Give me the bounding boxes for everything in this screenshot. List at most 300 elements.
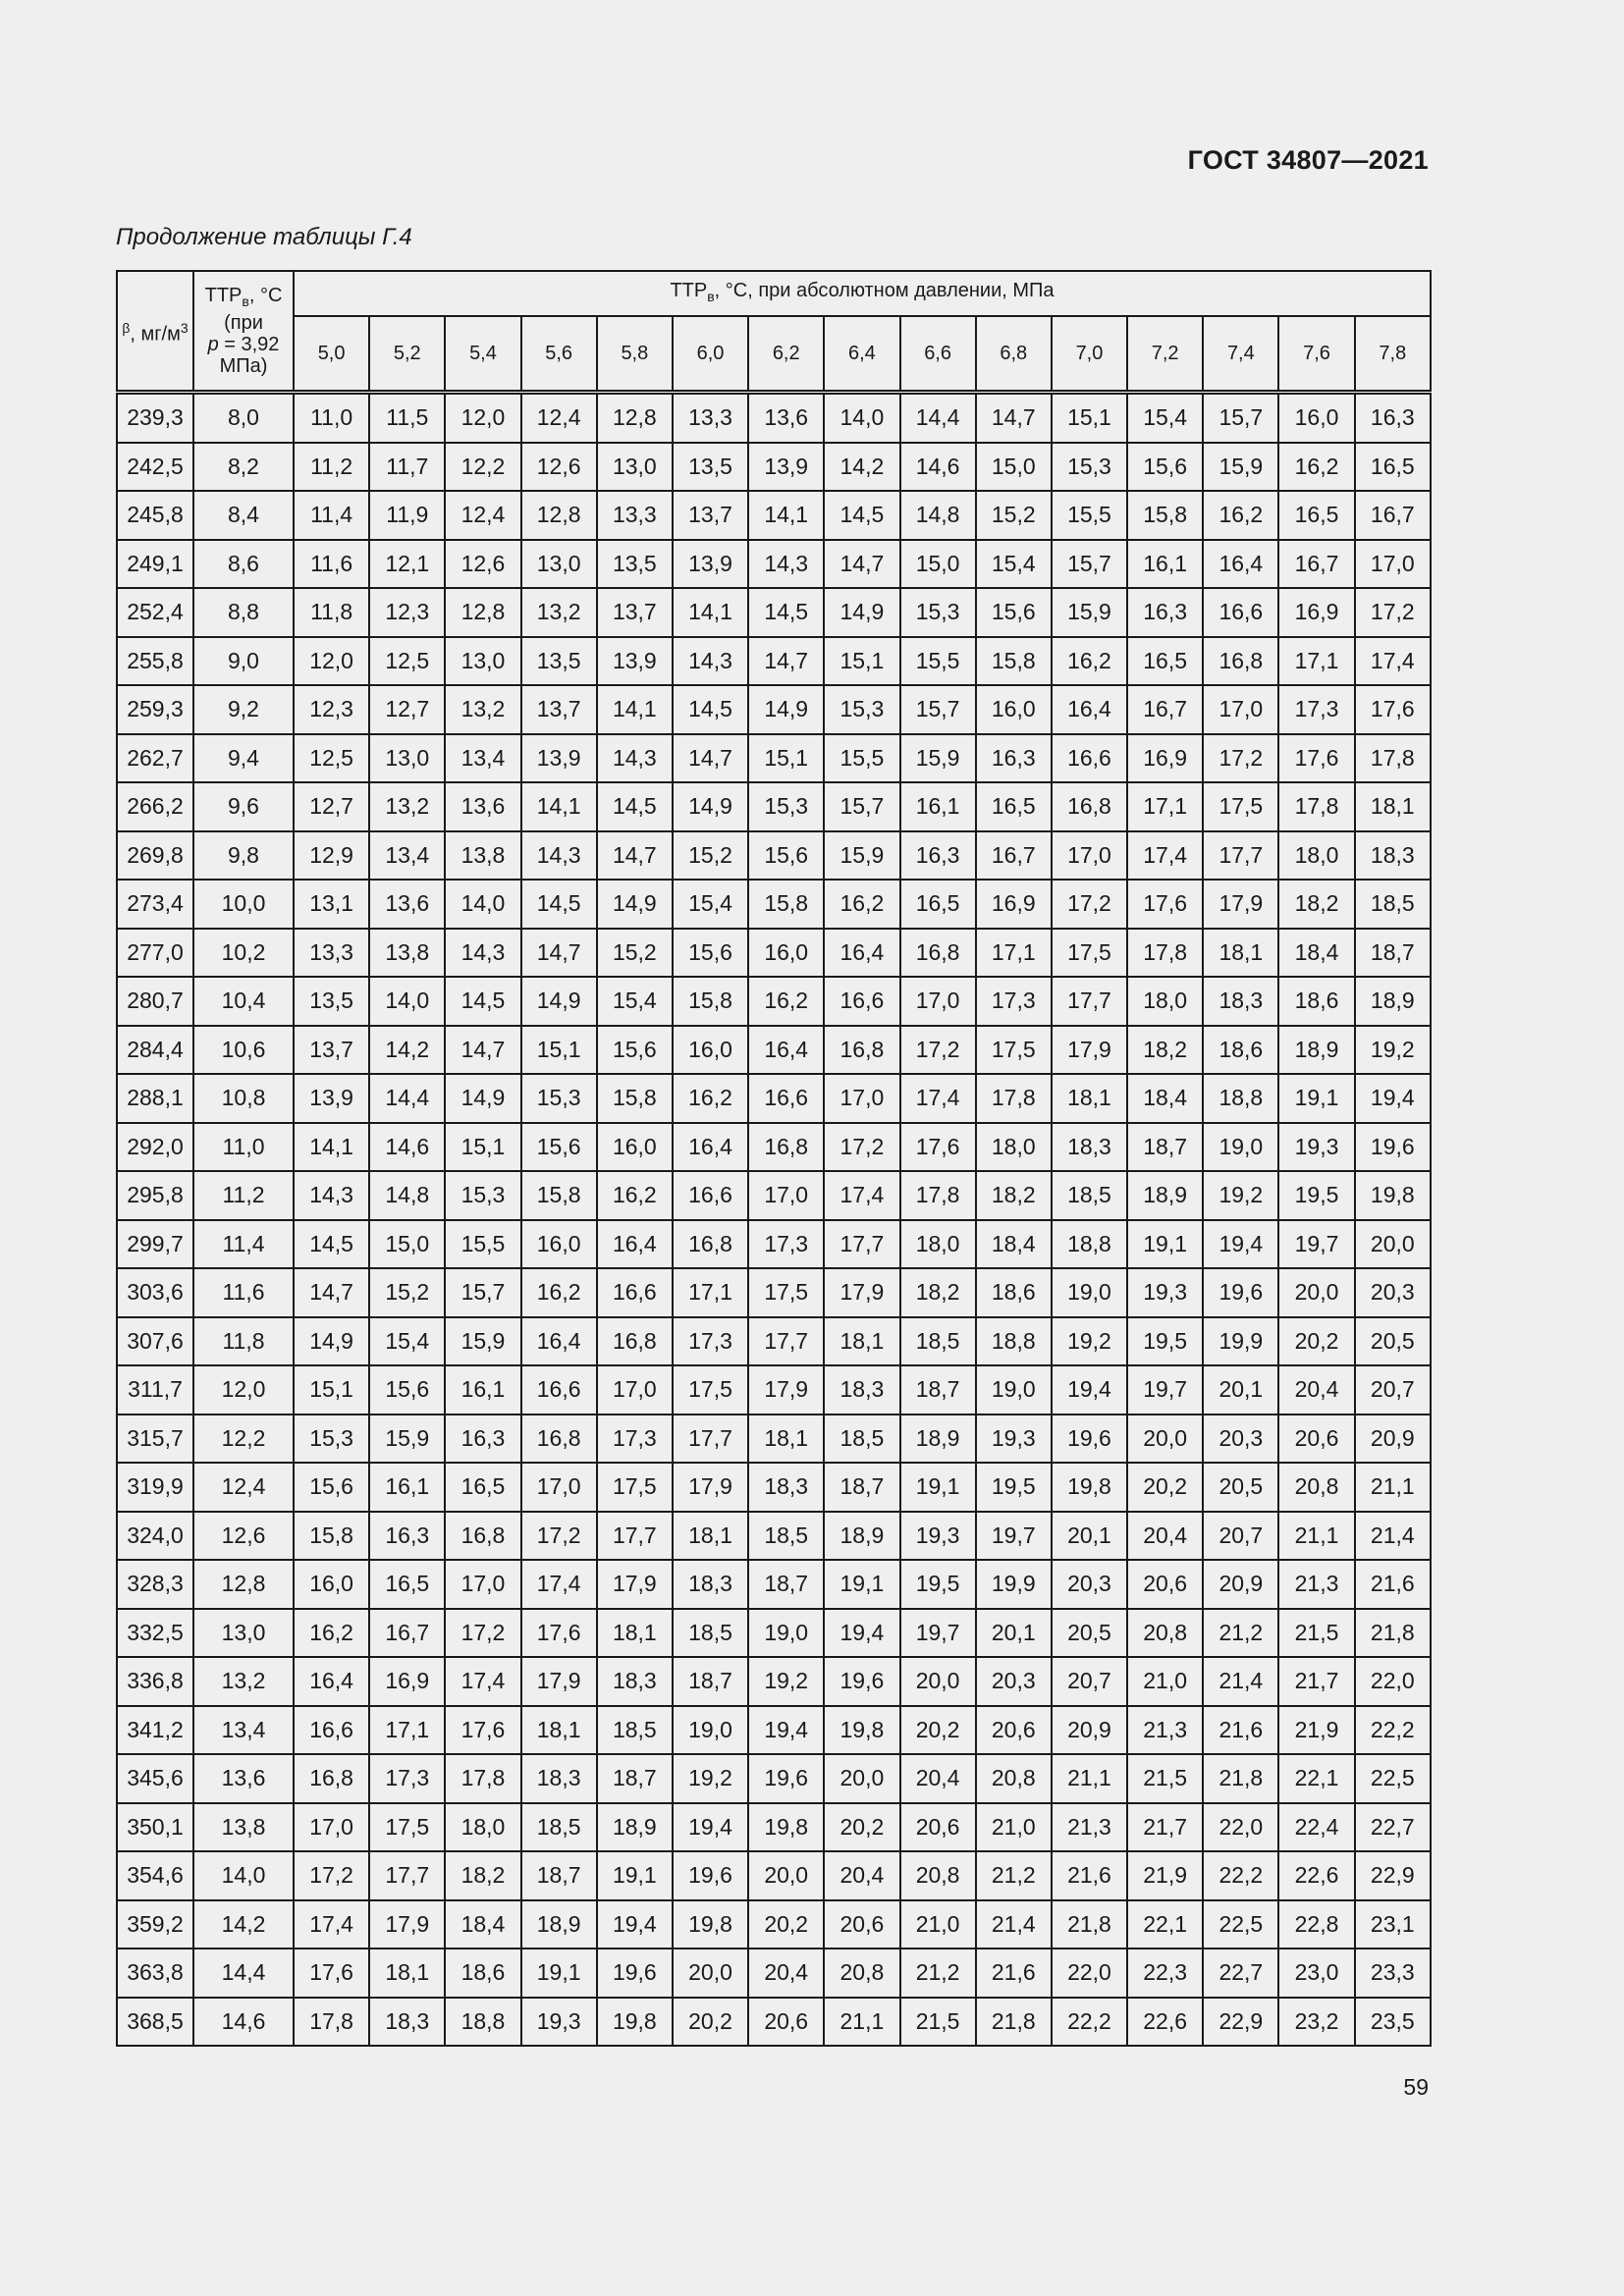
cell-ttr-ref: 12,6 (193, 1512, 294, 1561)
cell-ttr: 11,0 (294, 393, 369, 443)
ttr-line3: = 3,92 МПа) (218, 334, 280, 377)
cell-ttr: 22,3 (1127, 1949, 1203, 1998)
cell-ttr: 19,4 (673, 1803, 748, 1852)
cell-ttr: 16,2 (597, 1171, 673, 1220)
cell-ttr: 15,0 (369, 1220, 445, 1269)
cell-ttr: 14,1 (673, 588, 748, 637)
cell-ttr: 18,7 (1355, 929, 1431, 978)
cell-ttr: 15,4 (597, 977, 673, 1026)
table-row (117, 1609, 1431, 1658)
cell-ttr: 17,8 (1278, 782, 1354, 831)
cell-ttr: 17,7 (369, 1851, 445, 1900)
cell-ttr: 16,8 (673, 1220, 748, 1269)
cell-ttr: 16,3 (976, 734, 1052, 783)
cell-ttr: 19,4 (824, 1609, 899, 1658)
cell-ttr: 16,8 (1203, 637, 1278, 686)
cell-ttr: 16,4 (748, 1026, 824, 1075)
cell-ttr: 17,0 (597, 1365, 673, 1415)
group-rest: , °С, при абсолютном давлении, МПа (714, 280, 1055, 301)
cell-ttr: 13,9 (597, 637, 673, 686)
cell-ttr: 18,8 (976, 1317, 1052, 1366)
cell-ttr: 15,8 (294, 1512, 369, 1561)
cell-ttr: 14,5 (294, 1220, 369, 1269)
cell-ttr: 17,2 (1355, 588, 1431, 637)
cell-ttr: 17,3 (597, 1415, 673, 1464)
cell-ttr: 16,1 (1127, 540, 1203, 589)
cell-ttr: 19,2 (748, 1657, 824, 1706)
cell-ttr: 13,0 (521, 540, 597, 589)
cell-beta: 269,8 (117, 831, 193, 881)
cell-ttr: 19,3 (1127, 1268, 1203, 1317)
cell-ttr: 21,4 (976, 1900, 1052, 1949)
cell-ttr: 15,1 (294, 1365, 369, 1415)
cell-ttr: 16,4 (824, 929, 899, 978)
cell-ttr: 17,9 (748, 1365, 824, 1415)
cell-ttr: 15,9 (369, 1415, 445, 1464)
cell-beta: 262,7 (117, 734, 193, 783)
cell-ttr: 21,5 (900, 1998, 976, 2047)
cell-ttr: 14,3 (521, 831, 597, 881)
cell-ttr: 18,9 (824, 1512, 899, 1561)
header-pressure: 7,8 (1355, 316, 1431, 393)
cell-ttr: 17,9 (521, 1657, 597, 1706)
cell-ttr: 14,8 (900, 491, 976, 540)
cell-ttr: 17,2 (445, 1609, 520, 1658)
cell-ttr: 17,1 (369, 1706, 445, 1755)
cell-ttr: 15,4 (369, 1317, 445, 1366)
cell-ttr: 17,4 (294, 1900, 369, 1949)
cell-ttr: 18,9 (900, 1415, 976, 1464)
cell-ttr: 18,1 (521, 1706, 597, 1755)
cell-ttr: 12,3 (294, 685, 369, 734)
cell-ttr: 17,2 (824, 1123, 899, 1172)
cell-ttr: 17,8 (976, 1074, 1052, 1123)
cell-ttr: 17,9 (1052, 1026, 1127, 1075)
cell-ttr: 22,4 (1278, 1803, 1354, 1852)
cell-ttr: 20,0 (748, 1851, 824, 1900)
cell-ttr: 16,6 (597, 1268, 673, 1317)
cell-ttr: 16,3 (1355, 393, 1431, 443)
cell-ttr: 17,4 (824, 1171, 899, 1220)
cell-ttr: 20,8 (1278, 1463, 1354, 1512)
cell-ttr: 23,0 (1278, 1949, 1354, 1998)
cell-ttr: 16,8 (597, 1317, 673, 1366)
cell-ttr: 14,9 (445, 1074, 520, 1123)
table-row (117, 1706, 1431, 1755)
cell-ttr: 11,7 (369, 443, 445, 492)
cell-ttr: 17,8 (445, 1754, 520, 1803)
table-header (117, 271, 1431, 393)
cell-ttr: 19,6 (1052, 1415, 1127, 1464)
cell-ttr: 19,4 (1052, 1365, 1127, 1415)
cell-beta: 315,7 (117, 1415, 193, 1464)
document-id: ГОСТ 34807—2021 (1187, 145, 1429, 175)
cell-ttr: 17,9 (369, 1900, 445, 1949)
cell-ttr: 20,0 (824, 1754, 899, 1803)
table-row (117, 1123, 1431, 1172)
cell-ttr: 19,8 (673, 1900, 748, 1949)
cell-ttr: 18,7 (673, 1657, 748, 1706)
cell-ttr-ref: 8,0 (193, 393, 294, 443)
cell-ttr: 16,5 (1127, 637, 1203, 686)
cell-ttr: 19,3 (976, 1415, 1052, 1464)
cell-ttr: 19,6 (1355, 1123, 1431, 1172)
cell-beta: 259,3 (117, 685, 193, 734)
cell-beta: 359,2 (117, 1900, 193, 1949)
cell-beta: 350,1 (117, 1803, 193, 1852)
cell-ttr: 13,8 (369, 929, 445, 978)
cell-ttr: 20,2 (1127, 1463, 1203, 1512)
cell-ttr: 13,6 (445, 782, 520, 831)
cell-beta: 299,7 (117, 1220, 193, 1269)
cell-ttr: 23,3 (1355, 1949, 1431, 1998)
cell-ttr: 13,9 (294, 1074, 369, 1123)
cell-ttr: 17,8 (900, 1171, 976, 1220)
cell-ttr: 18,2 (445, 1851, 520, 1900)
cell-ttr: 14,9 (673, 782, 748, 831)
cell-ttr-ref: 8,4 (193, 491, 294, 540)
header-pressure: 6,6 (900, 316, 976, 393)
beta-symbol: β (122, 319, 131, 336)
cell-ttr: 18,7 (597, 1754, 673, 1803)
header-pressure-group (294, 271, 1431, 316)
cell-ttr: 16,1 (369, 1463, 445, 1512)
cell-ttr: 21,4 (1203, 1657, 1278, 1706)
cell-ttr: 12,5 (369, 637, 445, 686)
cell-ttr: 21,6 (1203, 1706, 1278, 1755)
cell-ttr: 17,6 (1278, 734, 1354, 783)
cell-ttr: 17,0 (900, 977, 976, 1026)
cell-ttr: 17,7 (673, 1415, 748, 1464)
cell-beta: 324,0 (117, 1512, 193, 1561)
cell-ttr: 20,7 (1052, 1657, 1127, 1706)
group-sub: в (707, 289, 715, 304)
cell-ttr: 19,1 (1278, 1074, 1354, 1123)
cell-ttr: 14,1 (521, 782, 597, 831)
cell-ttr: 13,0 (597, 443, 673, 492)
cell-ttr: 16,1 (445, 1365, 520, 1415)
cell-ttr: 15,4 (1127, 393, 1203, 443)
table-row (117, 880, 1431, 929)
cell-ttr: 20,3 (1355, 1268, 1431, 1317)
cell-ttr-ref: 14,6 (193, 1998, 294, 2047)
cell-beta: 284,4 (117, 1026, 193, 1075)
cell-ttr: 16,4 (673, 1123, 748, 1172)
cell-ttr: 20,5 (1052, 1609, 1127, 1658)
ttr-base: ТТР (204, 285, 243, 306)
cell-ttr: 16,0 (294, 1560, 369, 1609)
cell-ttr: 17,0 (1355, 540, 1431, 589)
cell-ttr: 15,1 (521, 1026, 597, 1075)
header-pressure: 5,4 (445, 316, 520, 393)
cell-ttr: 17,5 (1203, 782, 1278, 831)
cell-ttr: 18,8 (1052, 1220, 1127, 1269)
cell-ttr: 18,6 (1278, 977, 1354, 1026)
cell-ttr: 19,6 (824, 1657, 899, 1706)
cell-ttr: 18,0 (976, 1123, 1052, 1172)
cell-ttr: 21,3 (1052, 1803, 1127, 1852)
cell-ttr: 18,0 (445, 1803, 520, 1852)
cell-ttr-ref: 11,4 (193, 1220, 294, 1269)
cell-ttr: 20,1 (1052, 1512, 1127, 1561)
cell-ttr-ref: 14,0 (193, 1851, 294, 1900)
cell-ttr: 16,3 (900, 831, 976, 881)
cell-ttr: 11,6 (294, 540, 369, 589)
cell-ttr: 21,1 (824, 1998, 899, 2047)
cell-ttr: 19,2 (1355, 1026, 1431, 1075)
cell-ttr: 18,5 (673, 1609, 748, 1658)
cell-ttr: 20,4 (1127, 1512, 1203, 1561)
cell-ttr: 13,4 (369, 831, 445, 881)
cell-ttr: 15,2 (369, 1268, 445, 1317)
cell-ttr-ref: 10,4 (193, 977, 294, 1026)
table-row (117, 1074, 1431, 1123)
cell-ttr: 19,0 (673, 1706, 748, 1755)
page-number: 59 (1403, 2074, 1429, 2100)
cell-ttr: 18,1 (673, 1512, 748, 1561)
cell-ttr: 16,0 (673, 1026, 748, 1075)
cell-ttr: 16,0 (748, 929, 824, 978)
cell-ttr: 20,5 (1355, 1317, 1431, 1366)
cell-ttr: 18,5 (824, 1415, 899, 1464)
cell-ttr: 15,2 (673, 831, 748, 881)
cell-ttr: 15,6 (748, 831, 824, 881)
cell-ttr: 18,6 (445, 1949, 520, 1998)
cell-ttr: 13,2 (445, 685, 520, 734)
cell-ttr: 17,5 (748, 1268, 824, 1317)
cell-ttr: 20,9 (1355, 1415, 1431, 1464)
cell-ttr: 17,8 (294, 1998, 369, 2047)
cell-ttr: 16,7 (1127, 685, 1203, 734)
cell-ttr: 18,3 (597, 1657, 673, 1706)
cell-ttr-ref: 9,0 (193, 637, 294, 686)
cell-ttr: 12,0 (445, 393, 520, 443)
cell-ttr: 16,4 (294, 1657, 369, 1706)
cell-ttr-ref: 12,0 (193, 1365, 294, 1415)
cell-ttr: 16,9 (976, 880, 1052, 929)
cell-ttr: 14,1 (748, 491, 824, 540)
cell-ttr: 14,7 (597, 831, 673, 881)
table-row (117, 1560, 1431, 1609)
cell-ttr: 12,6 (521, 443, 597, 492)
cell-ttr: 21,5 (1278, 1609, 1354, 1658)
header-pressure: 7,0 (1052, 316, 1127, 393)
cell-ttr: 16,9 (1278, 588, 1354, 637)
cell-ttr: 20,8 (1127, 1609, 1203, 1658)
cell-ttr: 13,2 (521, 588, 597, 637)
cell-beta: 295,8 (117, 1171, 193, 1220)
header-pressure: 7,2 (1127, 316, 1203, 393)
cell-ttr: 18,5 (521, 1803, 597, 1852)
cell-ttr: 22,9 (1355, 1851, 1431, 1900)
cell-ttr: 16,2 (521, 1268, 597, 1317)
cell-ttr-ref: 8,8 (193, 588, 294, 637)
cell-ttr: 20,9 (1052, 1706, 1127, 1755)
cell-ttr: 15,6 (1127, 443, 1203, 492)
cell-ttr: 15,2 (597, 929, 673, 978)
cell-ttr: 17,9 (673, 1463, 748, 1512)
cell-beta: 368,5 (117, 1998, 193, 2047)
table-row (117, 1415, 1431, 1464)
cell-ttr: 13,5 (521, 637, 597, 686)
cell-ttr: 17,0 (748, 1171, 824, 1220)
cell-ttr: 16,1 (900, 782, 976, 831)
cell-ttr: 15,5 (445, 1220, 520, 1269)
table-row (117, 1463, 1431, 1512)
cell-ttr: 15,8 (521, 1171, 597, 1220)
cell-ttr: 18,7 (1127, 1123, 1203, 1172)
table-row (117, 1026, 1431, 1075)
cell-ttr: 19,3 (900, 1512, 976, 1561)
cell-ttr: 20,2 (1278, 1317, 1354, 1366)
cell-ttr: 21,8 (1355, 1609, 1431, 1658)
cell-ttr: 12,1 (369, 540, 445, 589)
cell-ttr: 15,9 (1052, 588, 1127, 637)
cell-ttr: 12,7 (369, 685, 445, 734)
cell-ttr: 17,1 (1127, 782, 1203, 831)
cell-ttr: 20,6 (900, 1803, 976, 1852)
cell-ttr: 17,3 (976, 977, 1052, 1026)
cell-ttr: 19,4 (1203, 1220, 1278, 1269)
cell-ttr: 15,5 (824, 734, 899, 783)
cell-ttr: 12,9 (294, 831, 369, 881)
cell-ttr: 14,0 (824, 393, 899, 443)
header-beta (117, 271, 193, 393)
cell-ttr: 18,5 (1052, 1171, 1127, 1220)
cell-ttr: 15,9 (1203, 443, 1278, 492)
cell-ttr: 18,5 (1355, 880, 1431, 929)
cell-beta: 245,8 (117, 491, 193, 540)
cell-ttr: 17,0 (1052, 831, 1127, 881)
cell-ttr: 15,7 (900, 685, 976, 734)
cell-ttr: 18,1 (1355, 782, 1431, 831)
cell-ttr: 14,3 (748, 540, 824, 589)
cell-ttr: 21,1 (1355, 1463, 1431, 1512)
cell-ttr: 16,5 (1278, 491, 1354, 540)
cell-ttr: 18,3 (748, 1463, 824, 1512)
cell-ttr: 18,7 (900, 1365, 976, 1415)
cell-ttr: 11,4 (294, 491, 369, 540)
cell-ttr: 13,5 (597, 540, 673, 589)
cell-ttr: 14,1 (597, 685, 673, 734)
cell-ttr: 12,7 (294, 782, 369, 831)
cell-ttr: 14,0 (369, 977, 445, 1026)
cell-ttr: 17,9 (824, 1268, 899, 1317)
cell-ttr: 17,4 (900, 1074, 976, 1123)
table-row (117, 1998, 1431, 2047)
cell-ttr: 16,3 (369, 1512, 445, 1561)
cell-ttr: 18,7 (521, 1851, 597, 1900)
cell-ttr: 16,7 (976, 831, 1052, 881)
cell-ttr: 13,9 (748, 443, 824, 492)
cell-ttr: 13,7 (521, 685, 597, 734)
cell-ttr: 19,5 (1127, 1317, 1203, 1366)
cell-ttr: 21,2 (1203, 1609, 1278, 1658)
cell-ttr: 15,7 (1203, 393, 1278, 443)
cell-ttr: 14,7 (673, 734, 748, 783)
header-pressure: 6,4 (824, 316, 899, 393)
cell-ttr: 20,8 (900, 1851, 976, 1900)
table-row (117, 1949, 1431, 1998)
cell-ttr: 21,7 (1278, 1657, 1354, 1706)
cell-ttr: 18,8 (1203, 1074, 1278, 1123)
cell-ttr-ref: 11,6 (193, 1268, 294, 1317)
table-row (117, 1657, 1431, 1706)
cell-ttr: 19,0 (748, 1609, 824, 1658)
cell-ttr: 20,2 (748, 1900, 824, 1949)
cell-beta: 280,7 (117, 977, 193, 1026)
cell-ttr: 20,8 (976, 1754, 1052, 1803)
cell-ttr: 18,5 (597, 1706, 673, 1755)
cell-ttr: 14,7 (294, 1268, 369, 1317)
cell-beta: 249,1 (117, 540, 193, 589)
cell-ttr-ref: 11,2 (193, 1171, 294, 1220)
cell-ttr: 16,7 (1278, 540, 1354, 589)
cell-ttr: 18,9 (597, 1803, 673, 1852)
cell-ttr: 16,6 (673, 1171, 748, 1220)
cell-ttr: 20,0 (1355, 1220, 1431, 1269)
cell-ttr: 21,8 (1203, 1754, 1278, 1803)
cell-ttr: 16,2 (748, 977, 824, 1026)
cell-ttr: 22,8 (1278, 1900, 1354, 1949)
ttr-line2: , °С (при (224, 285, 283, 334)
cell-ttr: 18,2 (976, 1171, 1052, 1220)
cell-ttr: 12,8 (597, 393, 673, 443)
table-row (117, 1365, 1431, 1415)
table-row (117, 685, 1431, 734)
cell-ttr: 17,2 (1203, 734, 1278, 783)
cell-ttr: 20,1 (976, 1609, 1052, 1658)
cell-ttr: 16,8 (294, 1754, 369, 1803)
cell-ttr: 17,6 (521, 1609, 597, 1658)
cell-ttr: 15,1 (824, 637, 899, 686)
cell-ttr: 18,4 (445, 1900, 520, 1949)
cell-ttr-ref: 14,4 (193, 1949, 294, 1998)
cell-ttr: 18,9 (521, 1900, 597, 1949)
cell-ttr: 21,8 (1052, 1900, 1127, 1949)
ttr-sub: в (242, 294, 249, 309)
cell-ttr: 14,5 (824, 491, 899, 540)
cell-ttr: 20,6 (1278, 1415, 1354, 1464)
table-row (117, 637, 1431, 686)
cell-ttr: 14,3 (294, 1171, 369, 1220)
cell-beta: 277,0 (117, 929, 193, 978)
cell-ttr: 21,9 (1278, 1706, 1354, 1755)
cell-ttr: 19,8 (1355, 1171, 1431, 1220)
cell-ttr: 14,3 (445, 929, 520, 978)
cell-ttr: 14,7 (521, 929, 597, 978)
cell-ttr: 17,1 (1278, 637, 1354, 686)
cell-ttr: 14,9 (597, 880, 673, 929)
cell-ttr: 21,0 (976, 1803, 1052, 1852)
cell-ttr: 16,0 (597, 1123, 673, 1172)
cell-ttr: 17,9 (1203, 880, 1278, 929)
cell-ttr: 18,1 (1203, 929, 1278, 978)
cell-ttr: 20,6 (824, 1900, 899, 1949)
cell-ttr: 13,3 (673, 393, 748, 443)
cell-ttr: 17,3 (748, 1220, 824, 1269)
cell-ttr: 16,8 (900, 929, 976, 978)
cell-ttr-ref: 13,0 (193, 1609, 294, 1658)
cell-ttr: 19,6 (673, 1851, 748, 1900)
cell-ttr: 18,3 (673, 1560, 748, 1609)
cell-ttr: 18,3 (824, 1365, 899, 1415)
cell-ttr: 22,7 (1203, 1949, 1278, 1998)
cell-ttr: 15,1 (445, 1123, 520, 1172)
cell-ttr: 16,2 (1052, 637, 1127, 686)
cell-ttr: 13,0 (445, 637, 520, 686)
cell-ttr: 16,5 (900, 880, 976, 929)
